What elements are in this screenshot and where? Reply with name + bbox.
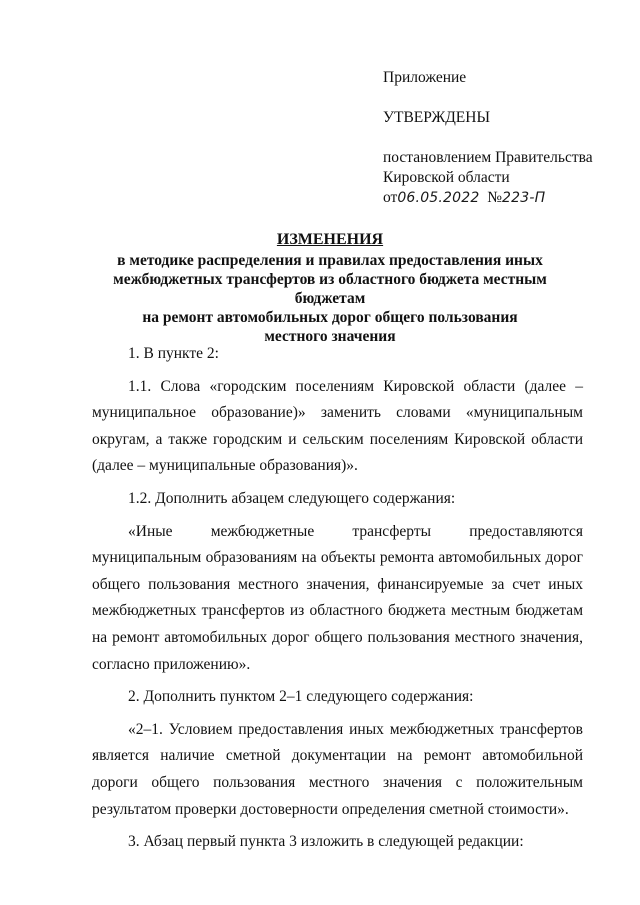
heading-line-3: на ремонт автомобильных дорог общего пользования xyxy=(142,309,518,326)
document-body xyxy=(92,341,583,856)
heading-line-4: местного значения xyxy=(264,328,396,345)
approved-label: УТВЕРЖДЕНЫ xyxy=(383,109,490,126)
paragraph-1: 1. В пункте 2: xyxy=(128,345,219,362)
decree-line-1: постановлением Правительства xyxy=(383,149,593,166)
number-prefix: № xyxy=(487,189,503,206)
heading-line-1: в методике распределения и правилах предоставления иных xyxy=(117,252,543,269)
heading-line-2: межбюджетных трансфертов из областного бюджета местным бюджетам xyxy=(113,271,547,307)
decree-line-2: Кировской области xyxy=(383,169,510,186)
paragraph-2: 2. Дополнить пунктом 2–1 следующего содержания: xyxy=(128,688,474,706)
paragraph-1-1: 1.1. Слова «городским поселениям Кировской области (далее – муниципальное образование)» заменить словами «муниципальным округам, а также городским и сельским поселениям Кировской области (далее – муниципальные образования)». xyxy=(92,377,583,475)
heading-title: ИЗМЕНЕНИЯ xyxy=(276,231,384,248)
decree-date: 06.05.2022 xyxy=(397,190,480,206)
paragraph-quote-1: «Иные межбюджетные трансферты предоставляются муниципальным образованиям на объекты ремонта автомобильных дорог общего пользования местного значения, финансируемые за счет иных межбюджетных трансфертов из областного бюджета местным бюджетам на ремонт автомобильных дорог общего пользования местного значения, согласно приложению». xyxy=(92,522,583,673)
appendix-label: Приложение xyxy=(383,69,467,86)
decree-date-number xyxy=(383,188,623,208)
date-prefix: от xyxy=(383,189,398,206)
paragraph-1-2: 1.2. Дополнить абзацем следующего содержания: xyxy=(128,489,456,507)
document-heading xyxy=(100,230,560,346)
paragraph-quote-2: «2–1. Условием предоставления иных межбюджетных трансфертов является наличие сметной документации на ремонт автомобильной дороги общего пользования местного значения с положительным результатом проверки достоверности определения сметной стоимости». xyxy=(92,720,583,818)
paragraph-3: 3. Абзац первый пункта 3 изложить в следующей редакции: xyxy=(128,833,524,851)
approval-block xyxy=(383,68,623,208)
decree-number: 223-П xyxy=(502,190,546,206)
